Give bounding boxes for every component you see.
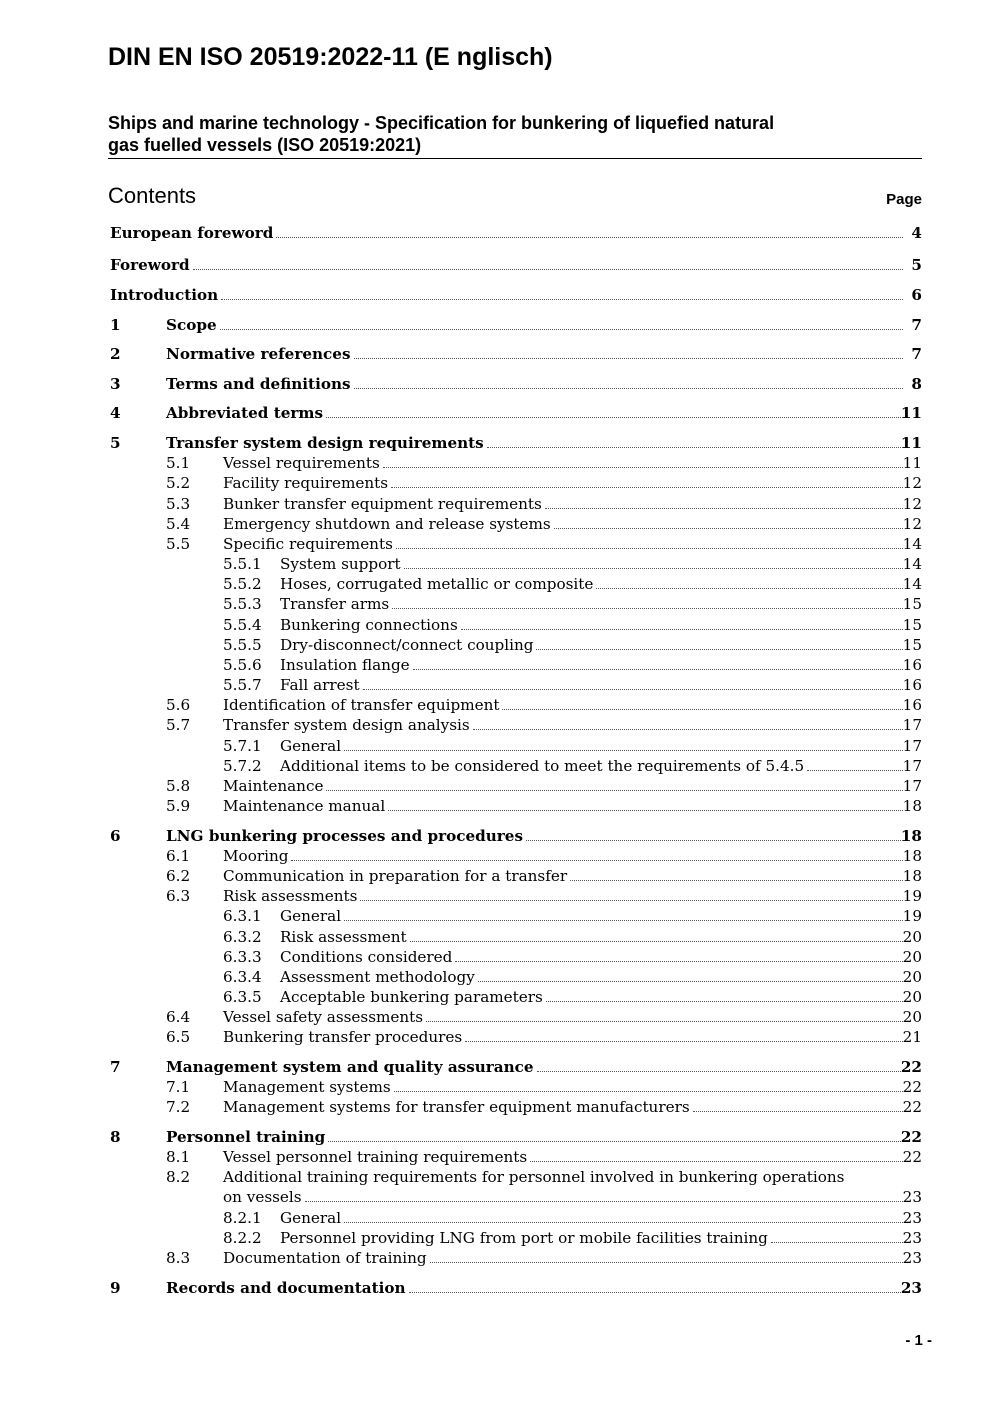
toc-entry[interactable] [0,695,992,715]
toc-entry-title: General [280,907,342,925]
dot-leader [536,648,903,650]
toc-entry[interactable] [0,1208,992,1228]
dot-leader [596,587,903,589]
toc-entry-page: 23 [902,1188,922,1206]
toc-entry-body [280,615,906,635]
toc-entry-number: 6.3.2 [223,928,262,946]
toc-entry-page: 23 [900,1279,922,1297]
toc-entry-page: 15 [902,636,922,654]
toc-entry-number: 5.4 [166,515,191,533]
toc-entry-number: 6.5 [166,1028,191,1046]
toc-entry-title-continued: on vessels [223,1188,302,1206]
toc-entry-page: 16 [902,656,922,674]
toc-entry-body [223,1147,906,1167]
toc-entry-body [223,473,906,493]
toc-entry-page: 15 [902,595,922,613]
toc-entry-body [280,655,906,675]
toc-entry[interactable] [0,554,992,574]
toc-entry-page: 23 [902,1209,922,1227]
toc-entry[interactable] [0,1228,992,1248]
toc-entry[interactable] [0,866,992,886]
toc-entry-body [280,987,906,1007]
dot-leader [487,446,903,448]
toc-entry-body [223,886,906,906]
toc-entry-body [280,635,906,655]
toc-entry[interactable] [0,1097,992,1117]
toc-entry-page: 11 [900,404,922,422]
toc-entry-body [166,374,906,394]
toc-entry-body [166,315,906,335]
toc-entry-number: 6.3.4 [223,968,262,986]
toc-entry-title: Management system and quality assurance [166,1058,534,1076]
toc-entry-title: Risk assessments [223,887,358,905]
toc-entry-page: 19 [902,887,922,905]
toc-entry-page: 20 [902,948,922,966]
toc-entry-body [223,514,906,534]
toc-entry-page: 16 [902,676,922,694]
toc-entry-number: 5.2 [166,474,191,492]
toc-entry-body [223,494,906,514]
toc-entry-body [280,947,906,967]
toc-entry-title: Vessel requirements [223,454,380,472]
toc-entry-number: 8 [110,1128,121,1146]
toc-entry-body [166,344,906,364]
toc-entry-number: 5.5.7 [223,676,262,694]
toc-entry[interactable] [0,574,992,594]
dot-leader [478,980,903,982]
toc-entry-title: Fall arrest [280,676,360,694]
toc-entry-number: 8.2 [166,1168,191,1186]
toc-entry[interactable] [0,826,992,846]
contents-title: Contents [108,183,197,208]
toc-entry-page: 11 [902,454,922,472]
dot-leader [554,527,903,529]
toc-entry-number: 9 [110,1279,121,1297]
toc-entry-body [166,1127,906,1147]
toc-entry-number: 2 [110,345,121,363]
toc-entry[interactable] [0,987,992,1007]
toc-entry[interactable] [0,494,992,514]
toc-entry-title: Mooring [223,847,289,865]
toc-entry-page: 22 [902,1078,922,1096]
toc-entry-number: 6.3.1 [223,907,262,925]
document-header [108,41,922,155]
toc-entry-body [223,1187,906,1207]
toc-entry[interactable] [0,715,992,735]
dot-leader [363,688,903,690]
dot-leader [221,298,903,300]
toc-entry[interactable] [0,1278,992,1298]
dot-leader [360,899,903,901]
toc-entry-number: 4 [110,404,121,422]
toc-entry-body [280,554,906,574]
toc-entry-number: 5.5.6 [223,656,262,674]
toc-entry-number: 8.1 [166,1148,191,1166]
toc-entry-body [223,846,906,866]
toc-entry-page: 17 [902,777,922,795]
dot-leader [693,1110,903,1112]
toc-entry-body [223,796,906,816]
toc-entry-page: 12 [902,515,922,533]
toc-entry-title: LNG bunkering processes and procedures [166,827,524,845]
toc-entry-page: 16 [902,696,922,714]
toc-entry-page: 7 [911,316,922,334]
toc-entry-title: Bunker transfer equipment requirements [223,495,542,513]
toc-entry-page: 14 [902,555,922,573]
toc-entry-title: Management systems [223,1078,391,1096]
toc-entry-page: 22 [900,1128,922,1146]
toc-entry-number: 5.6 [166,696,191,714]
toc-entry-page: 23 [902,1229,922,1247]
dot-leader [383,466,903,468]
toc-entry-title: Records and documentation [166,1279,406,1297]
toc-entry[interactable] [0,947,992,967]
toc-entry-page: 20 [902,1008,922,1026]
toc-entry-title: Transfer system design analysis [223,716,470,734]
toc-entry-body [223,715,906,735]
toc-entry-body [166,403,906,423]
contents-heading [108,183,922,211]
toc-entry-number: 6.3.3 [223,948,262,966]
dot-leader [473,728,903,730]
dot-leader [391,486,903,488]
toc-entry-title: Transfer system design requirements [166,434,484,452]
toc-entry-number: 8.3 [166,1249,191,1267]
toc-entry-title: Insulation flange [280,656,410,674]
toc-entry[interactable] [0,534,992,554]
toc-entry-page: 5 [911,256,922,274]
toc-entry-title: Personnel training [166,1128,326,1146]
toc-entry[interactable] [0,255,992,275]
toc-entry-number: 5.5 [166,535,191,553]
dot-leader [546,1000,903,1002]
toc-entry-number: 5.5.1 [223,555,262,573]
toc-entry-body [166,1057,906,1077]
toc-entry-number: 5.5.2 [223,575,262,593]
toc-entry-number: 5.8 [166,777,191,795]
toc-entry-title: Additional items to be considered to meet the requirements of 5.4.5 [280,757,805,775]
toc-entry-number: 6.4 [166,1008,191,1026]
toc-entry[interactable] [0,756,992,776]
toc-entry[interactable] [0,285,992,305]
toc-entry[interactable] [0,927,992,947]
toc-entry[interactable] [0,473,992,493]
toc-entry-title: Acceptable bunkering parameters [280,988,543,1006]
dot-leader [328,1140,903,1142]
toc-entry-number: 7.1 [166,1078,191,1096]
toc-entry-page: 6 [911,286,922,304]
toc-entry[interactable] [0,1147,992,1167]
toc-entry-title: Foreword [110,256,190,274]
toc-entry-body [223,1097,906,1117]
toc-entry-title: Personnel providing LNG from port or mobile facilities training [280,1229,768,1247]
subtitle-line-1: Ships and marine technology - Specification for bunkering of liquefied natural [108,113,775,133]
toc-entry-page: 8 [911,375,922,393]
toc-entry-number: 5.5.4 [223,616,262,634]
dot-leader [570,879,903,881]
dot-leader [394,1090,903,1092]
toc-entry[interactable] [0,846,992,866]
toc-entry-page: 4 [911,224,922,242]
toc-entry-page: 22 [902,1148,922,1166]
toc-entry-title: Abbreviated terms [166,404,324,422]
dot-leader [220,328,903,330]
toc-entry-body [166,1278,906,1298]
dot-leader [430,1261,903,1263]
toc-entry[interactable] [0,315,992,335]
toc-entry-number: 5.7.1 [223,737,262,755]
toc-entry[interactable] [0,374,992,394]
dot-leader [771,1241,903,1243]
toc-entry-title: Normative references [166,345,351,363]
toc-entry-page: 23 [902,1249,922,1267]
toc-entry[interactable] [0,675,992,695]
toc-entry-number: 7.2 [166,1098,191,1116]
toc-entry[interactable] [0,1127,992,1147]
toc-entry-body [280,906,906,926]
toc-entry-page: 21 [902,1028,922,1046]
toc-entry[interactable] [0,223,992,243]
toc-entry-title: Bunkering connections [280,616,458,634]
toc-entry[interactable] [0,906,992,926]
toc-entry-title: Transfer arms [280,595,390,613]
toc-entry[interactable] [0,514,992,534]
toc-entry[interactable] [0,655,992,675]
toc-entry[interactable] [0,736,992,756]
toc-entry[interactable] [0,796,992,816]
dot-leader [344,749,903,751]
toc-entry-page: 19 [902,907,922,925]
toc-entry-title: Emergency shutdown and release systems [223,515,551,533]
toc-entry-number: 5 [110,434,121,452]
subtitle-line-2: gas fuelled vessels (ISO 20519:2021) [108,135,422,155]
toc-entry-body [110,285,906,305]
toc-entry-body [166,433,906,453]
dot-leader [193,268,903,270]
dot-leader [354,357,903,359]
toc-entry-page: 20 [902,928,922,946]
dot-leader [326,416,903,418]
toc-entry-title: Vessel personnel training requirements [223,1148,528,1166]
toc-entry-page: 12 [902,495,922,513]
toc-entry[interactable] [0,344,992,364]
toc-entry-number: 6.3.5 [223,988,262,1006]
toc-entry-number: 6 [110,827,121,845]
dot-leader [455,960,903,962]
toc-entry-title: Vessel safety assessments [223,1008,424,1026]
toc-entry-number: 5.5.3 [223,595,262,613]
toc-entry-title: European foreword [110,224,274,242]
dot-leader [426,1020,903,1022]
toc-entry-page: 22 [900,1058,922,1076]
toc-entry-page: 14 [902,575,922,593]
toc-entry-body [223,776,906,796]
toc-entry-body [280,756,906,776]
toc-entry-title: Hoses, corrugated metallic or composite [280,575,594,593]
toc-entry-body [280,927,906,947]
toc-entry-page: 18 [902,847,922,865]
toc-entry-body [223,866,906,886]
toc-entry-page: 17 [902,757,922,775]
toc-entry-title: General [280,737,342,755]
toc-entry-title: Terms and definitions [166,375,351,393]
toc-entry-number: 5.5.5 [223,636,262,654]
toc-entry-body [223,1027,906,1047]
toc-entry-body [280,1228,906,1248]
dot-leader [305,1200,903,1202]
dot-leader [537,1070,903,1072]
toc-entry-body [280,967,906,987]
dot-leader [807,769,903,771]
toc-entry-title: Conditions considered [280,948,453,966]
dot-leader [344,1221,903,1223]
toc-entry-title: Maintenance manual [223,797,386,815]
toc-entry-number: 8.2.2 [223,1229,262,1247]
toc-entry[interactable] [0,967,992,987]
dot-leader [291,859,903,861]
dot-leader [354,387,903,389]
toc-entry[interactable] [0,1248,992,1268]
toc-entry-page: 20 [902,968,922,986]
toc-entry-number: 5.3 [166,495,191,513]
toc-entry[interactable] [0,1057,992,1077]
dot-leader [396,547,903,549]
toc-entry[interactable] [0,1007,992,1027]
toc-entry-page: 22 [902,1098,922,1116]
toc-entry-title: Specific requirements [223,535,393,553]
toc-entry[interactable] [0,1167,992,1207]
toc-entry-number: 6.1 [166,847,191,865]
toc-entry-title: Introduction [110,286,219,304]
toc-entry-number: 1 [110,316,121,334]
toc-entry-body [280,1208,906,1228]
dot-leader [344,919,903,921]
toc-entry-page: 18 [900,827,922,845]
toc-entry-body [280,736,906,756]
dot-leader [461,628,903,630]
toc-entry-page: 20 [902,988,922,1006]
dot-leader [276,236,903,238]
dot-leader [526,839,903,841]
page-column-label: Page [886,191,922,208]
toc-entry-body [223,1007,906,1027]
toc-entry[interactable] [0,453,992,473]
dot-leader [326,789,903,791]
document-subtitle [108,112,922,159]
toc-entry-body [280,594,906,614]
toc-entry-body [280,574,906,594]
dot-leader [465,1040,903,1042]
toc-entry-page: 7 [911,345,922,363]
toc-entry-title: Assessment methodology [280,968,475,986]
dot-leader [502,708,903,710]
dot-leader [545,507,903,509]
toc-entry-title: Dry-disconnect/connect coupling [280,636,534,654]
toc-entry-number: 3 [110,375,121,393]
dot-leader [392,607,903,609]
toc-entry[interactable] [0,776,992,796]
toc-entry-title: General [280,1209,342,1227]
toc-entry-page: 18 [902,867,922,885]
toc-entry-number: 6.2 [166,867,191,885]
toc-entry[interactable] [0,886,992,906]
toc-entry-number: 5.1 [166,454,191,472]
toc-entry-title: Bunkering transfer procedures [223,1028,463,1046]
document-title: DIN EN ISO 20519:2022-11 (E nglisch) [108,43,553,71]
toc-entry-body [280,675,906,695]
toc-entry-page: 15 [902,616,922,634]
toc-entry-number: 5.7.2 [223,757,262,775]
toc-entry-page: 11 [900,434,922,452]
toc-entry-body [223,695,906,715]
toc-entry-body [110,255,906,275]
toc-entry-title: Communication in preparation for a transfer [223,867,568,885]
toc-entry-body [223,1248,906,1268]
toc-entry-body [110,223,906,243]
toc-entry-number: 8.2.1 [223,1209,262,1227]
toc-entry-page: 12 [902,474,922,492]
toc-entry[interactable] [0,635,992,655]
toc-entry-title: Risk assessment [280,928,407,946]
toc-entry-title: Maintenance [223,777,324,795]
toc-entry-number: 5.9 [166,797,191,815]
toc-entry-title: Facility requirements [223,474,389,492]
toc-entry-number: 7 [110,1058,121,1076]
toc-entry[interactable] [0,433,992,453]
toc-entry-page: 17 [902,716,922,734]
page-number: - 1 - [905,1332,932,1349]
dot-leader [413,668,903,670]
toc-entry[interactable] [0,403,992,423]
toc-entry-title: Identification of transfer equipment [223,696,500,714]
dot-leader [409,1291,903,1293]
toc-entry-body [166,826,906,846]
dot-leader [404,567,903,569]
toc-entry[interactable] [0,1077,992,1097]
toc-entry-body [223,453,906,473]
toc-entry-title: Scope [166,316,217,334]
toc-entry-page: 17 [902,737,922,755]
toc-entry-body [223,1077,906,1097]
toc-entry-title: Additional training requirements for personnel involved in bunkering operations [223,1168,845,1186]
toc-entry[interactable] [0,594,992,614]
toc-entry[interactable] [0,615,992,635]
dot-leader [530,1160,903,1162]
dot-leader [388,809,903,811]
toc-entry-page: 18 [902,797,922,815]
toc-entry-body [223,534,906,554]
dot-leader [410,940,903,942]
toc-entry-number: 5.7 [166,716,191,734]
toc-entry-title: Management systems for transfer equipment manufacturers [223,1098,690,1116]
toc-entry[interactable] [0,1027,992,1047]
toc-entry-number: 6.3 [166,887,191,905]
toc-entry-page: 14 [902,535,922,553]
toc-entry-title: System support [280,555,401,573]
toc-entry-title: Documentation of training [223,1249,427,1267]
